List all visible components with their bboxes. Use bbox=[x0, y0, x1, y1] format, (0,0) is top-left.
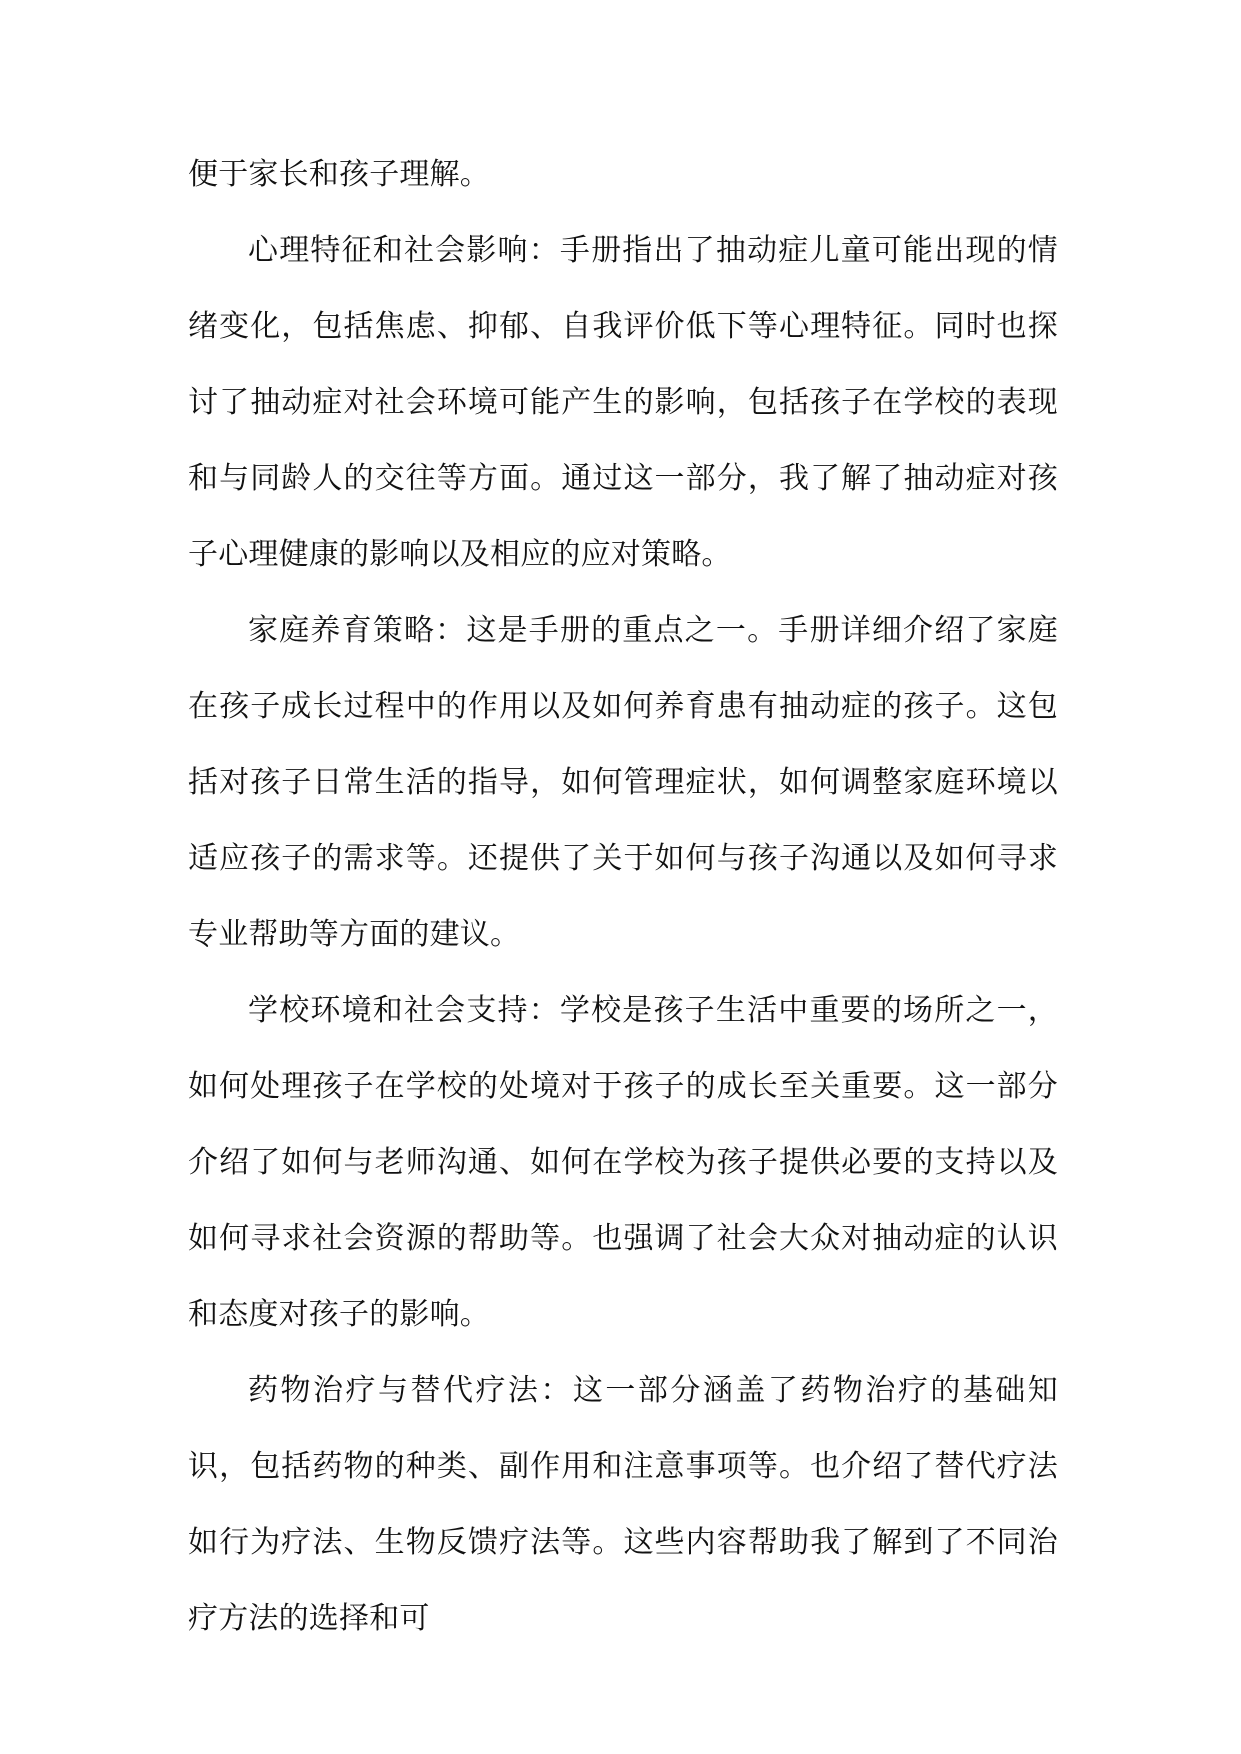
paragraph-medication-therapy: 药物治疗与替代疗法：这一部分涵盖了药物治疗的基础知识，包括药物的种类、副作用和注意事项等。也介绍了替代疗法如行为疗法、生物反馈疗法等。这些内容帮助我了解到了不同治疗方法的选择和可 bbox=[188, 1373, 1058, 1636]
paragraph-family-parenting: 家庭养育策略：这是手册的重点之一。手册详细介绍了家庭在孩子成长过程中的作用以及如何养育患有抽动症的孩子。这包括对孩子日常生活的指导，如何管理症状，如何调整家庭环境以适应孩子的需求等。还提供了关于如何与孩子沟通以及如何寻求专业帮助等方面的建议。 bbox=[188, 613, 1058, 952]
document-body bbox=[188, 137, 1058, 1657]
paragraph-continuation: 便于家长和孩子理解。 bbox=[188, 157, 490, 192]
paragraph-psychological-features: 心理特征和社会影响：手册指出了抽动症儿童可能出现的情绪变化，包括焦虑、抑郁、自我评价低下等心理特征。同时也探讨了抽动症对社会环境可能产生的影响，包括孩子在学校的表现和与同龄人的交往等方面。通过这一部分，我了解了抽动症对孩子心理健康的影响以及相应的应对策略。 bbox=[188, 233, 1058, 572]
paragraph-school-support: 学校环境和社会支持：学校是孩子生活中重要的场所之一，如何处理孩子在学校的处境对于孩子的成长至关重要。这一部分介绍了如何与老师沟通、如何在学校为孩子提供必要的支持以及如何寻求社会资源的帮助等。也强调了社会大众对抽动症的认识和态度对孩子的影响。 bbox=[188, 993, 1058, 1332]
